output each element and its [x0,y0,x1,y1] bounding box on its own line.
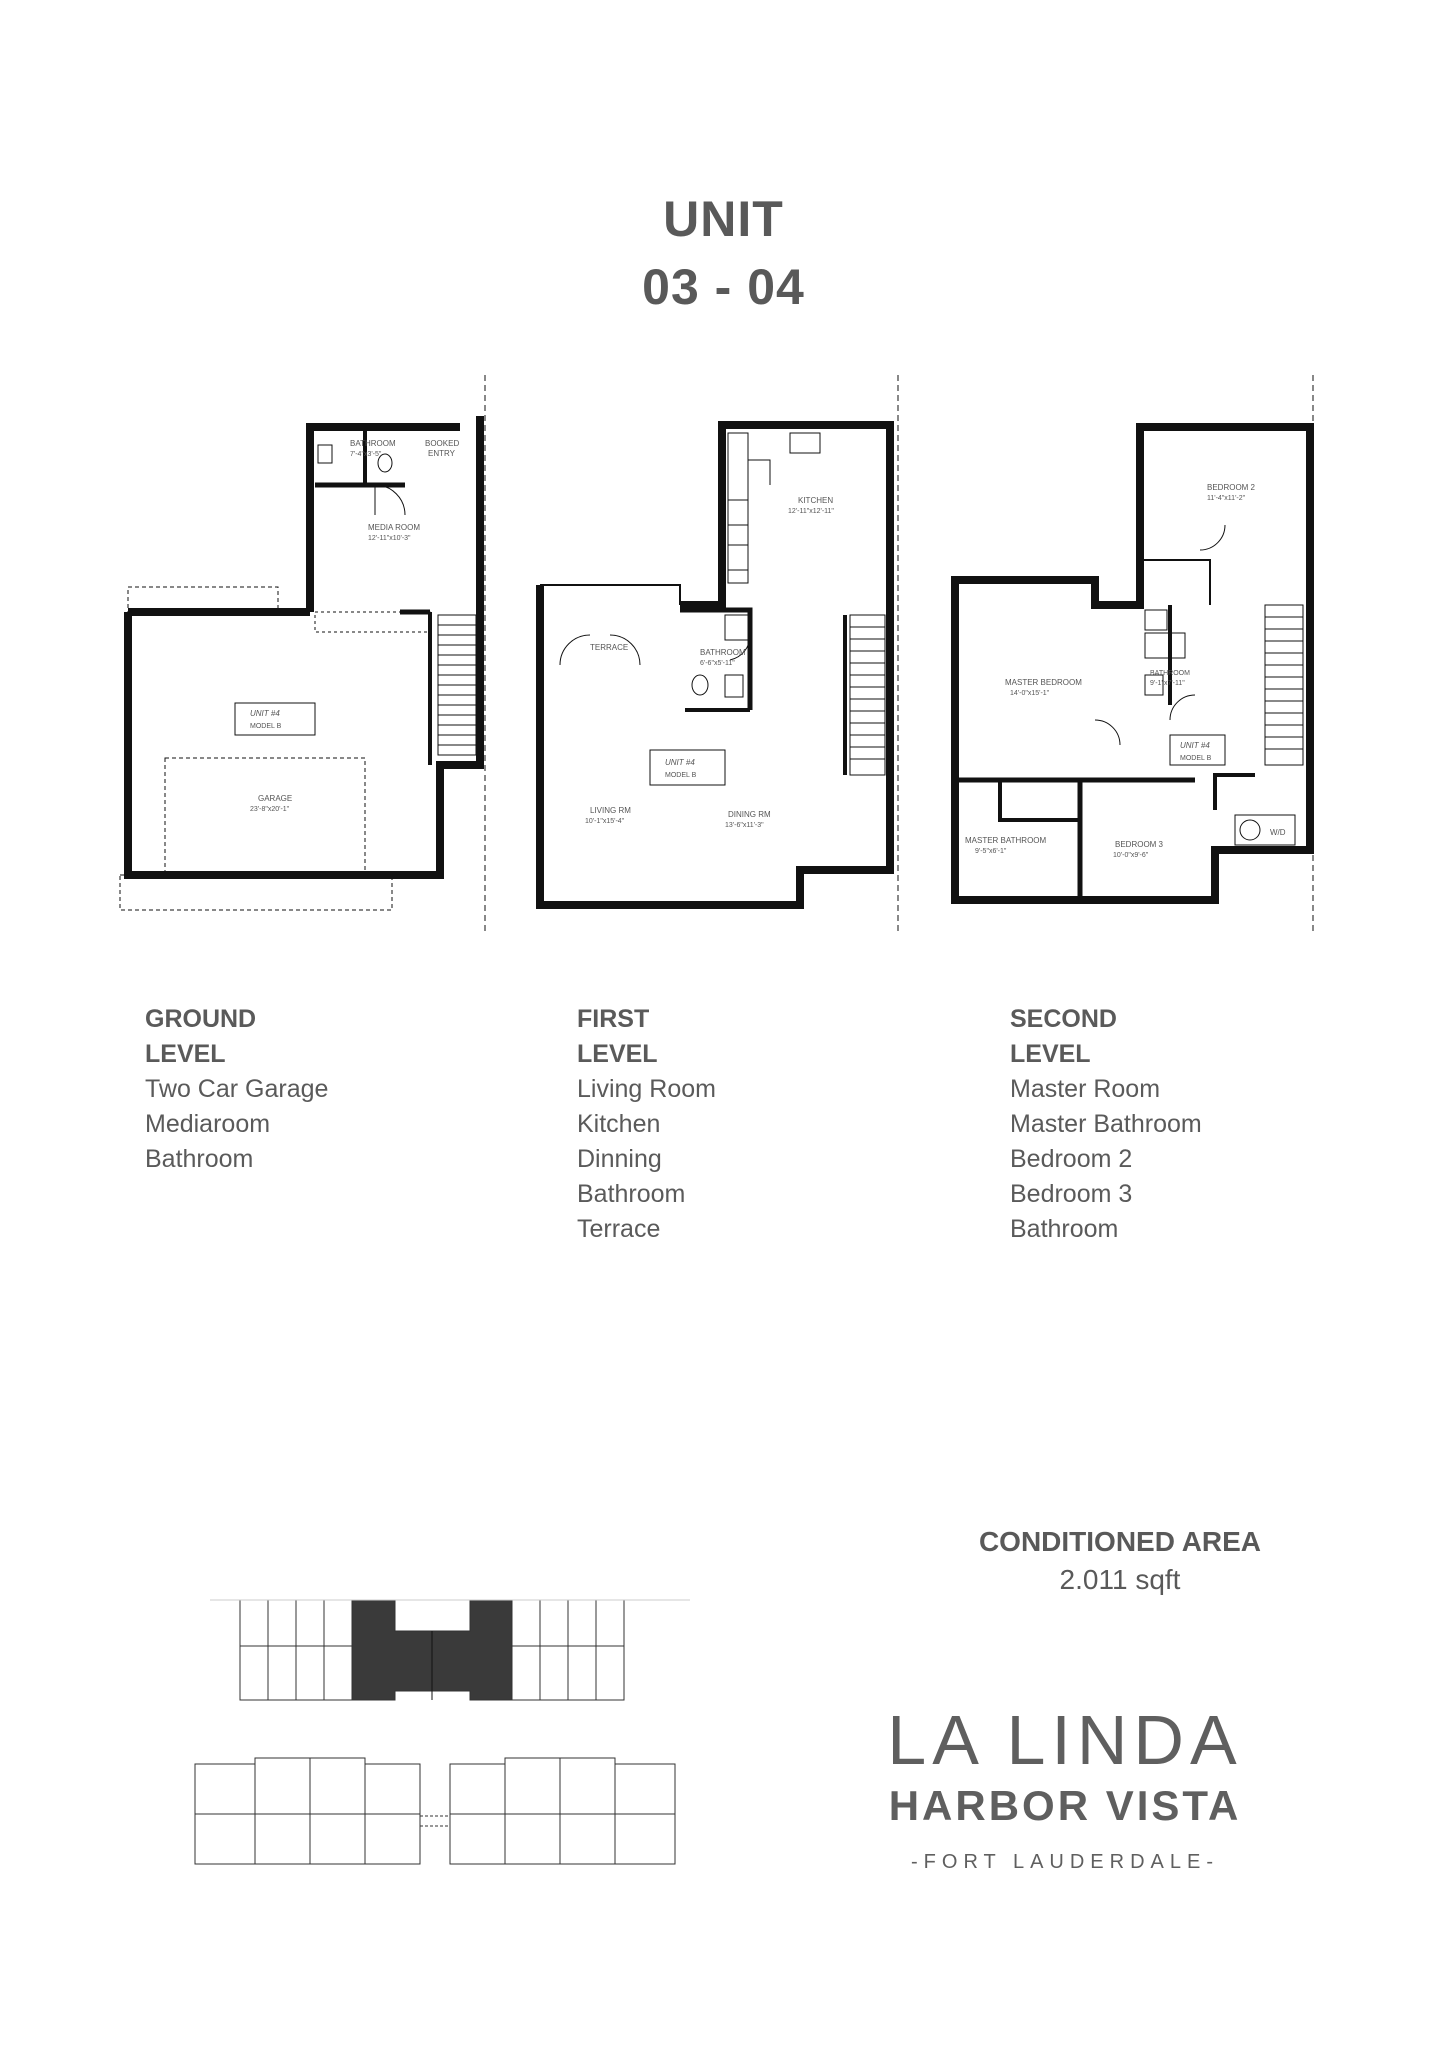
ground-level-heading: GROUND [145,1005,257,1033]
first-level-subheading: LEVEL [577,1040,658,1068]
master-bedroom-label: MASTER BEDROOM [1005,678,1082,687]
second-level-subheading: LEVEL [1010,1040,1091,1068]
bedroom-3-label: BEDROOM 3 [1115,840,1164,849]
ground-unit-tag: UNIT #4 [250,709,280,718]
first-level-summary [577,1002,716,1247]
conditioned-area-label: CONDITIONED AREA [978,1526,1262,1557]
site-plan-thumbnail [180,1586,690,1896]
list-item: Two Car Garage [145,1075,329,1103]
dining-room-label: DINING RM [728,810,771,819]
garage-label: GARAGE [258,794,293,803]
master-bathroom-dims: 9'-5"x6'-1" [975,848,1007,855]
ground-bathroom-label: BATHROOM [350,439,396,448]
washer-dryer-label: W/D [1270,828,1286,837]
ground-model-tag: MODEL B [250,723,282,730]
list-item: Bedroom 3 [1010,1180,1133,1208]
ground-entry-sub: ENTRY [428,449,455,458]
terrace-label: TERRACE [590,643,629,652]
list-item: Master Bathroom [1010,1110,1202,1138]
second-unit-tag: UNIT #4 [1180,741,1210,750]
bedroom-3-dims: 10'-0"x9'-6" [1113,852,1149,859]
second-bathroom-label: BATHROOM [1150,670,1190,677]
list-item: Master Room [1010,1075,1161,1103]
master-bathroom-label: MASTER BATHROOM [965,836,1047,845]
list-item: Bathroom [145,1145,254,1173]
kitchen-label: KITCHEN [798,496,834,505]
list-item: Mediaroom [145,1110,271,1138]
bedroom-2-label: BEDROOM 2 [1207,483,1256,492]
second-bathroom-dims: 9'-1"x7'-11" [1150,680,1185,687]
unit-number: 03 - 04 [642,259,805,315]
unit-title: UNIT [663,191,784,247]
ground-level-subheading: LEVEL [145,1040,226,1068]
bedroom-2-dims: 11'-4"x11'-2" [1207,495,1246,502]
list-item: Terrace [577,1215,661,1243]
list-item: Bathroom [1010,1215,1119,1243]
list-item: Dinning [577,1145,662,1173]
la-linda-logo [870,1700,1260,1882]
list-item: Living Room [577,1075,716,1103]
first-level-heading: FIRST [577,1005,650,1033]
ground-level-summary [145,1002,328,1177]
living-room-label: LIVING RM [590,806,631,815]
ground-level-floor-plan [120,375,500,935]
kitchen-dims: 12'-11"x12'-11" [788,508,834,515]
list-item: Bathroom [577,1180,686,1208]
second-level-heading: SECOND [1010,1005,1117,1033]
first-bathroom-label: BATHROOM [700,648,746,657]
list-item: Kitchen [577,1110,661,1138]
first-unit-tag: UNIT #4 [665,758,695,767]
ground-entry-label: BOOKED [425,439,460,448]
logo-line-2: HARBOR VISTA [888,1782,1242,1829]
media-room-label: MEDIA ROOM [368,523,421,532]
ground-bathroom-dims: 7'-4"x3'-5" [350,451,382,458]
first-bathroom-dims: 6'-6"x5'-11" [700,660,735,667]
list-item: Bedroom 2 [1010,1145,1133,1173]
media-room-dims: 12'-11"x10'-3" [368,535,411,542]
master-bedroom-dims: 14'-0"x15'-1" [1010,690,1050,697]
conditioned-area-value: 2.011 sqft [1059,1564,1181,1595]
second-level-summary [1010,1002,1202,1247]
logo-line-3: -FORT LAUDERDALE- [911,1851,1219,1873]
living-room-dims: 10'-1"x15'-4" [585,818,625,825]
logo-line-1: LA LINDA [887,1701,1243,1779]
second-level-floor-plan [945,375,1325,935]
second-model-tag: MODEL B [1180,755,1212,762]
first-model-tag: MODEL B [665,772,697,779]
dining-room-dims: 13'-6"x11'-3" [725,822,764,829]
garage-dims: 23'-8"x20'-1" [250,806,290,813]
first-level-floor-plan [530,375,910,935]
